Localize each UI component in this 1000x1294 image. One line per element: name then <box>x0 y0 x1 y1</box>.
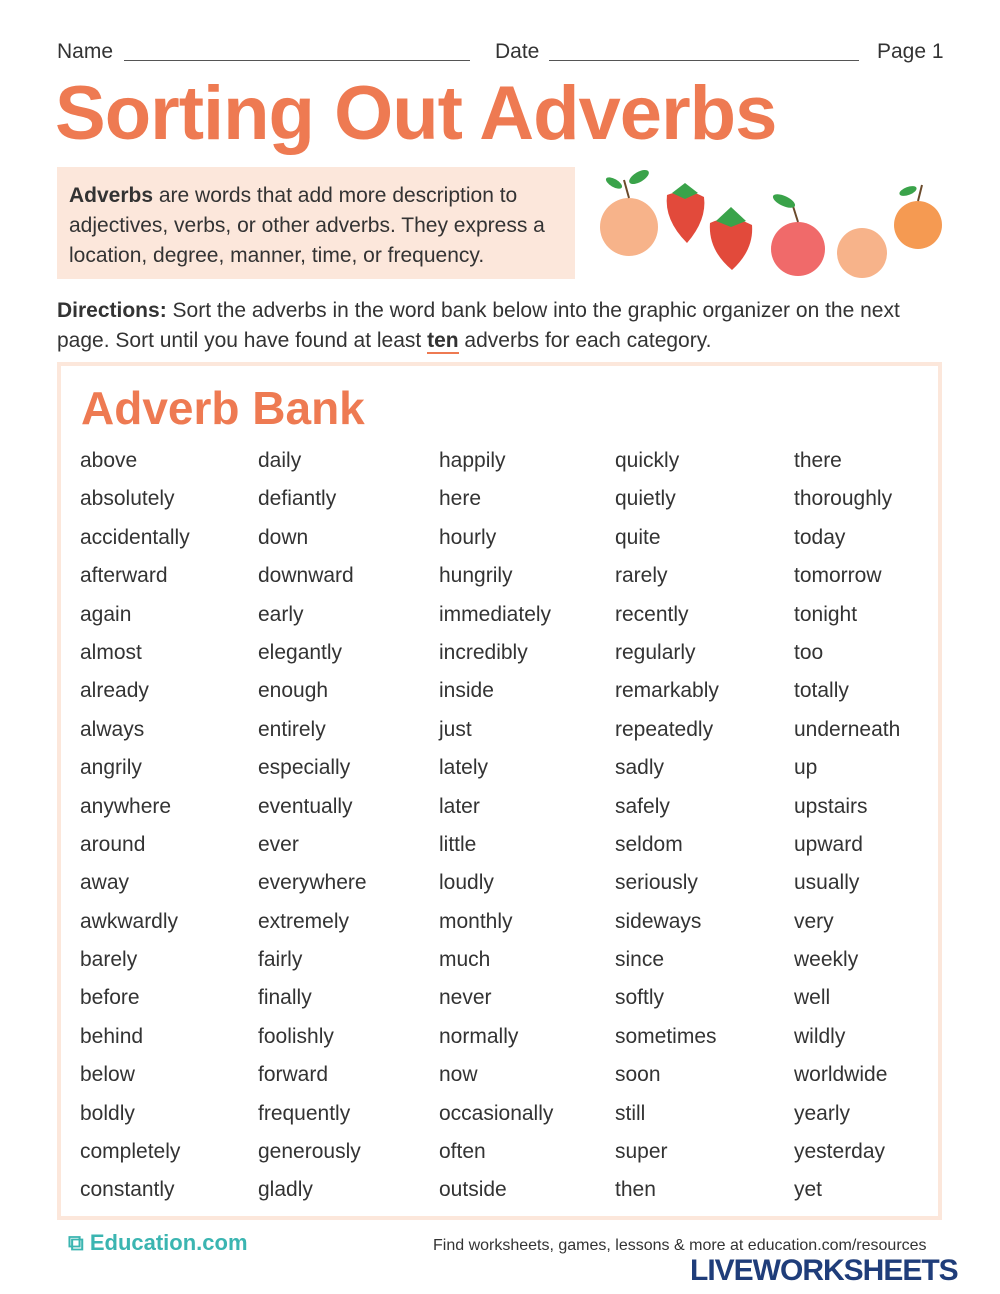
name-line[interactable] <box>124 60 470 61</box>
adverb-word: awkwardly <box>80 909 179 933</box>
adverb-word: entirely <box>258 717 326 741</box>
adverb-word: yet <box>794 1178 823 1202</box>
adverb-word: since <box>615 948 665 972</box>
orange-icon <box>894 184 942 249</box>
adverb-word: quite <box>615 525 661 549</box>
adverb-word: anywhere <box>80 794 172 818</box>
bank-title: Adverb Bank <box>81 382 365 434</box>
adverb-word: everywhere <box>258 871 367 895</box>
adverb-word: quietly <box>615 487 676 511</box>
peach-icon-2 <box>837 228 887 278</box>
adverb-word: fairly <box>258 948 303 972</box>
adverb-word: seriously <box>615 871 698 895</box>
page-number: Page 1 <box>877 40 944 63</box>
adverb-word: upstairs <box>794 794 868 818</box>
adverb-word: immediately <box>439 602 552 626</box>
adverb-word: super <box>615 1140 668 1164</box>
adverb-word: occasionally <box>439 1101 554 1125</box>
adverb-word: little <box>439 832 477 856</box>
adverb-word: safely <box>615 794 670 818</box>
adverb-word: sometimes <box>615 1024 717 1048</box>
education-logo[interactable] <box>68 1230 248 1256</box>
intro-text: are words that add more description to adjectives, verbs, or other adverbs. They express a location, degree, manner, time, or frequency. <box>69 184 545 267</box>
adverb-word: today <box>794 525 846 549</box>
adverb-word: wildly <box>794 1024 846 1048</box>
date-label: Date <box>495 40 540 63</box>
name-label: Name <box>57 40 114 63</box>
adverb-word: thoroughly <box>794 487 893 511</box>
adverb-word: always <box>80 717 145 741</box>
bank-column-2 <box>258 445 367 1213</box>
adverb-word: forward <box>258 1063 329 1087</box>
adverb-word: loudly <box>439 871 494 895</box>
adverb-word: now <box>439 1063 478 1087</box>
intro-box <box>57 167 575 279</box>
adverb-word: accidentally <box>80 525 190 549</box>
adverb-word: yesterday <box>794 1140 886 1164</box>
directions-text-end: adverbs for each category. <box>458 329 712 352</box>
adverb-word: extremely <box>258 909 350 933</box>
intro-bold: Adverbs <box>69 184 154 207</box>
fruit-illustration <box>592 165 947 280</box>
bank-column-3 <box>439 445 553 1213</box>
adverb-word: regularly <box>615 640 696 664</box>
adverb-word: happily <box>439 449 506 472</box>
adverb-word: afterward <box>80 564 168 588</box>
adverb-word: enough <box>258 679 329 703</box>
adverb-word: downward <box>258 564 354 588</box>
adverb-word: especially <box>258 756 351 780</box>
adverb-word: constantly <box>80 1178 175 1202</box>
adverb-word: here <box>439 487 482 511</box>
adverb-word: already <box>80 679 149 703</box>
adverb-word: rarely <box>615 564 668 588</box>
adverb-word: seldom <box>615 832 683 856</box>
adverb-word: lately <box>439 756 489 780</box>
adverb-word: outside <box>439 1178 507 1202</box>
bank-column-4 <box>615 445 719 1213</box>
bank-column-5 <box>794 445 900 1213</box>
directions <box>57 296 937 356</box>
adverb-word: around <box>80 832 146 856</box>
adverb-word: normally <box>439 1024 519 1048</box>
adverb-word: up <box>794 756 818 780</box>
adverb-word: eventually <box>258 794 353 818</box>
liveworksheets-watermark: LIVEWORKSHEETS <box>690 1254 958 1287</box>
adverb-word: later <box>439 794 480 818</box>
apple-icon <box>771 191 825 276</box>
adverb-word: sadly <box>615 756 665 780</box>
adverb-word: almost <box>80 640 142 664</box>
adverb-word: very <box>794 909 834 933</box>
adverb-word: above <box>80 449 138 472</box>
adverb-word: before <box>80 986 140 1010</box>
adverb-word: underneath <box>794 717 901 741</box>
directions-emphasis: ten <box>427 329 459 352</box>
adverb-word: elegantly <box>258 640 343 664</box>
adverb-word: angrily <box>80 756 142 780</box>
adverb-word: daily <box>258 449 302 472</box>
adverb-word: generously <box>258 1140 361 1164</box>
adverb-word: gladly <box>258 1178 313 1202</box>
directions-text: Sort the adverbs in the word bank below into the graphic organizer on the next page. Sort until you have found at least <box>57 299 900 352</box>
adverb-word: weekly <box>794 948 859 972</box>
adverb-word: upward <box>794 832 863 856</box>
adverb-word: quickly <box>615 449 680 472</box>
adverb-word: hourly <box>439 525 497 549</box>
adverb-word: tomorrow <box>794 564 882 588</box>
adverb-word: again <box>80 602 132 626</box>
adverb-word: then <box>615 1178 656 1202</box>
logo-text: Education.com <box>89 1230 248 1255</box>
adverb-word: too <box>794 640 824 664</box>
bank-column-1 <box>80 445 190 1213</box>
adverb-word: sideways <box>615 909 702 933</box>
adverb-word: just <box>439 717 472 741</box>
adverb-word: usually <box>794 871 860 895</box>
adverb-word: down <box>258 525 309 549</box>
adverb-word: behind <box>80 1024 144 1048</box>
adverb-word: there <box>794 449 842 472</box>
adverb-word: often <box>439 1140 486 1164</box>
adverb-word: below <box>80 1063 135 1087</box>
adverb-word: totally <box>794 679 849 703</box>
directions-label: Directions: <box>57 299 167 322</box>
adverb-word: boldly <box>80 1101 135 1125</box>
adverb-word: absolutely <box>80 487 175 511</box>
peach-icon <box>600 167 658 256</box>
adverb-word: worldwide <box>794 1063 888 1087</box>
adverb-word: yearly <box>794 1101 851 1125</box>
adverb-word: never <box>439 986 492 1010</box>
adverb-word: ever <box>258 832 299 856</box>
adverb-word: monthly <box>439 909 513 933</box>
adverb-word: incredibly <box>439 640 528 664</box>
page-title: Sorting Out Adverbs <box>55 71 777 156</box>
adverb-word: soon <box>615 1063 661 1087</box>
adverb-word: well <box>794 986 831 1010</box>
footer-text: Find worksheets, games, lessons & more at education.com/resources <box>433 1237 927 1254</box>
adverb-word: completely <box>80 1140 181 1164</box>
adverb-word: inside <box>439 679 494 703</box>
adverb-word: defiantly <box>258 487 337 511</box>
logo-icon: ⧉ <box>68 1230 90 1255</box>
adverb-word: hungrily <box>439 564 513 588</box>
strawberry-icon-2 <box>710 207 752 270</box>
adverb-word: foolishly <box>258 1024 334 1048</box>
date-line[interactable] <box>549 60 859 61</box>
adverb-word: remarkably <box>615 679 719 703</box>
strawberry-icon <box>667 183 705 243</box>
adverb-word: finally <box>258 986 312 1010</box>
adverb-word: away <box>80 871 130 895</box>
adverb-word: barely <box>80 948 138 972</box>
adverb-bank <box>57 362 942 1220</box>
adverb-word: repeatedly <box>615 717 714 741</box>
adverb-word: early <box>258 602 304 626</box>
adverb-word: tonight <box>794 602 858 626</box>
adverb-word: frequently <box>258 1101 351 1125</box>
adverb-word: softly <box>615 986 665 1010</box>
adverb-word: still <box>615 1101 646 1125</box>
adverb-word: recently <box>615 602 689 626</box>
adverb-word: much <box>439 948 491 972</box>
